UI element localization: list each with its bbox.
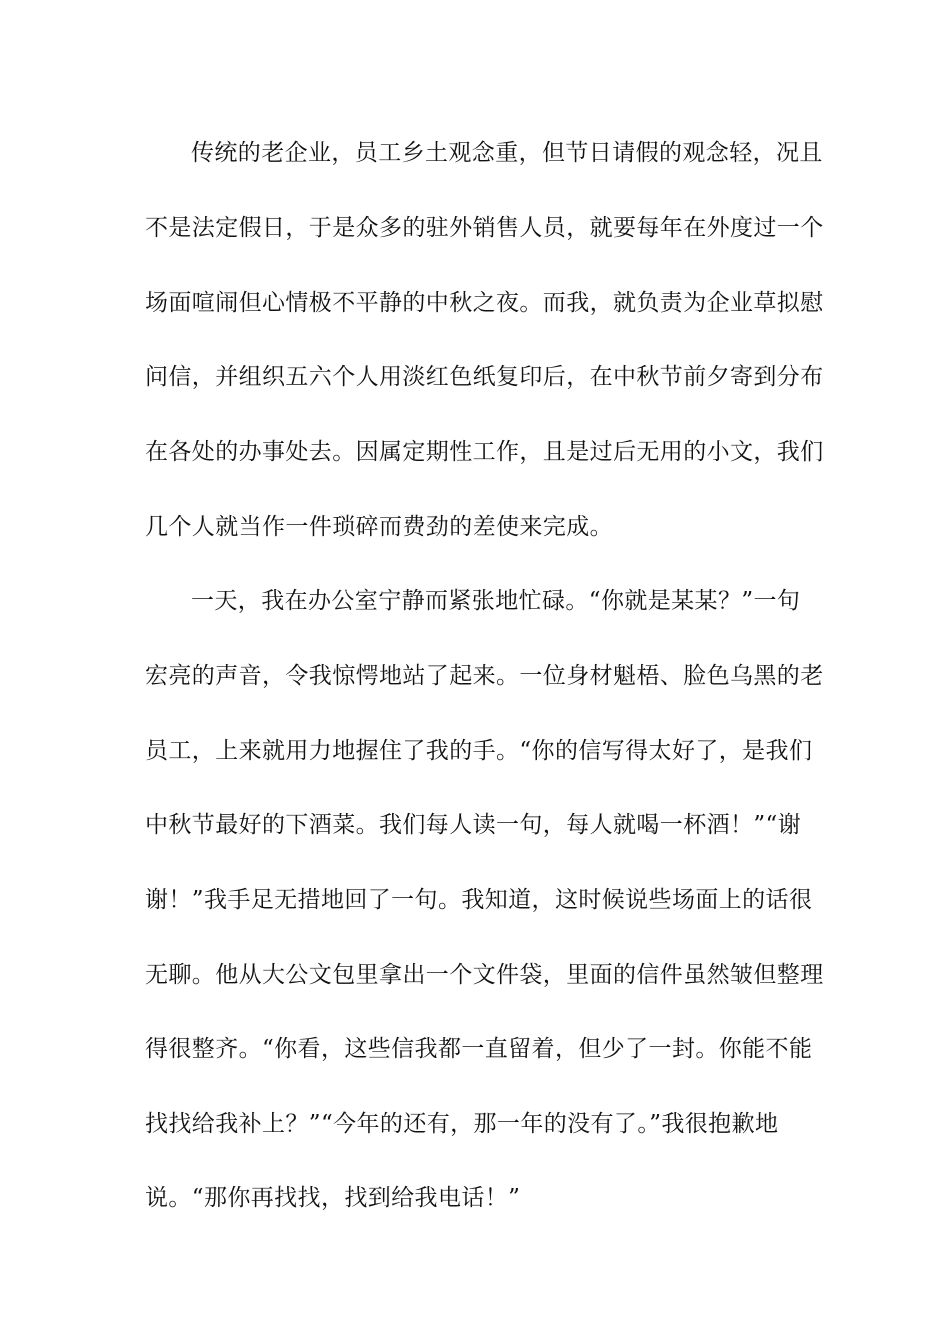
paragraph-2-line-4: 中秋节最好的下酒菜。我们每人读一句，每人就喝一杯酒！”“谢 [145,812,802,838]
paragraph-2-line-2: 宏亮的声音，令我惊愕地站了起来。一位身材魁梧、脸色乌黑的老 [145,663,824,689]
paragraph-1-line-3: 场面喧闹但心情极不平静的中秋之夜。而我，就负责为企业草拟慰 [145,290,824,316]
paragraph-1-line-6: 几个人就当作一件琐碎而费劲的差使来完成。 [145,514,613,540]
paragraph-2-line-7: 得很整齐。“你看，这些信我都一直留着，但少了一封。你能不能 [145,1036,813,1062]
paragraph-2-line-1: 一天，我在办公室宁静而紧张地忙碌。“你就是某某？”一句 [191,588,801,614]
paragraph-2-line-9: 说。“那你再找找，找到给我电话！” [145,1185,521,1211]
paragraph-2-line-8: 找找给我补上？”“今年的还有，那一年的没有了。”我很抱歉地 [145,1111,779,1137]
paragraph-1-line-1: 传统的老企业，员工乡土观念重，但节日请假的观念轻，况且 [191,140,823,166]
paragraph-2-line-3: 员工，上来就用力地握住了我的手。“你的信写得太好了，是我们 [145,738,813,764]
paragraph-1-line-5: 在各处的办事处去。因属定期性工作，且是过后无用的小文，我们 [145,439,824,465]
paragraph-2-line-5: 谢！”我手足无措地回了一句。我知道，这时候说些场面上的话很 [145,887,813,913]
paragraph-2-line-6: 无聊。他从大公文包里拿出一个文件袋，里面的信件虽然皱但整理 [145,962,824,988]
paragraph-1-line-2: 不是法定假日，于是众多的驻外销售人员，就要每年在外度过一个 [145,215,824,241]
paragraph-1-line-4: 问信，并组织五六个人用淡红色纸复印后，在中秋节前夕寄到分布 [145,364,824,390]
